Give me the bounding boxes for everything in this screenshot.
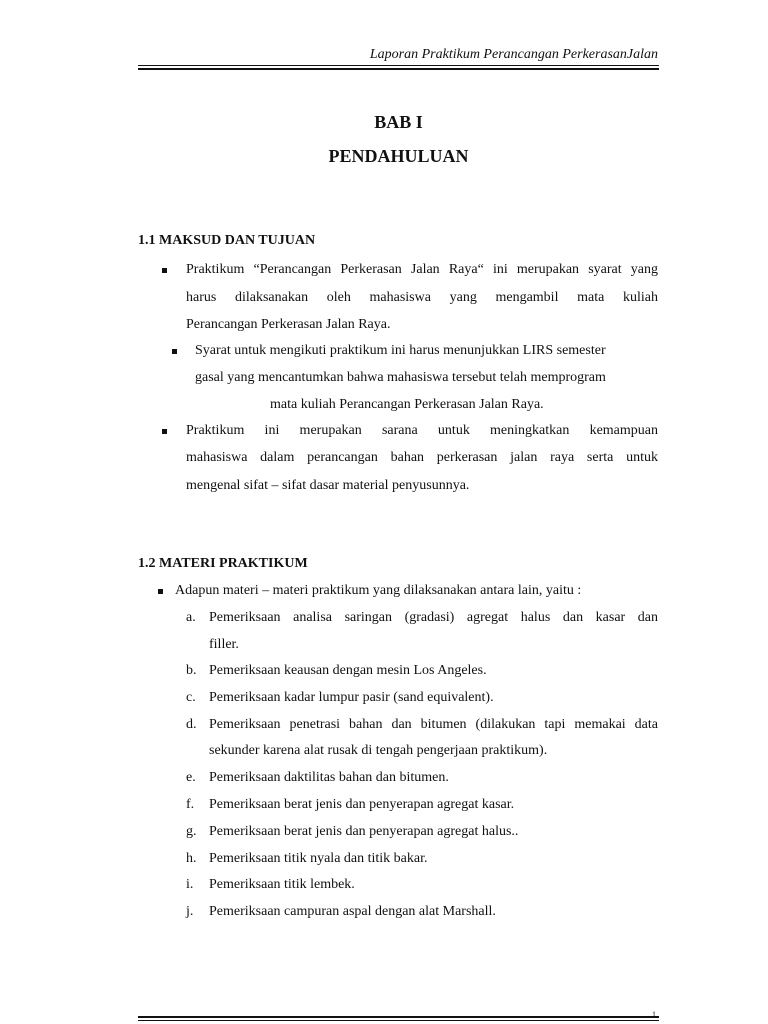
footer-rule-thin <box>138 1020 659 1021</box>
bullet-marker <box>162 429 167 434</box>
list-item-text: Pemeriksaan analisa saringan (gradasi) agregat halus dan kasar dan <box>209 610 658 625</box>
section-intro: Adapun materi – materi praktikum yang dilaksanakan antara lain, yaitu : <box>175 583 582 598</box>
chapter-title: PENDAHULUAN <box>328 146 469 166</box>
list-letter: f. <box>186 797 195 812</box>
list-item-text: Pemeriksaan daktilitas bahan dan bitumen. <box>209 770 449 785</box>
running-header: Laporan Praktikum Perancangan PerkerasanJalan <box>369 47 658 62</box>
list-letter: b. <box>186 663 197 678</box>
list-letter: e. <box>186 770 196 785</box>
page-number: 1 <box>652 1010 656 1019</box>
bullet-marker <box>172 349 177 354</box>
chapter-number: BAB I <box>374 112 423 132</box>
section-heading-1-2: 1.2 MATERI PRAKTIKUM <box>138 556 308 571</box>
list-item-text: Pemeriksaan penetrasi bahan dan bitumen (dilakukan tapi memakai data <box>209 717 658 732</box>
footer-rule-thick <box>138 1016 659 1018</box>
list-letter: a. <box>186 610 196 625</box>
list-item-text: Pemeriksaan keausan dengan mesin Los Angeles. <box>209 663 487 678</box>
paragraph-line: Syarat untuk mengikuti praktikum ini harus menunjukkan LIRS semester <box>195 343 606 358</box>
list-item-text: Pemeriksaan titik nyala dan titik bakar. <box>209 851 428 866</box>
list-item-text: Pemeriksaan berat jenis dan penyerapan agregat kasar. <box>209 797 515 812</box>
paragraph-line: mahasiswa dalam perancangan bahan perkerasan jalan raya serta untuk <box>186 450 658 465</box>
section-heading-1-1: 1.1 MAKSUD DAN TUJUAN <box>138 233 316 248</box>
list-letter: g. <box>186 824 197 839</box>
paragraph-line: mata kuliah Perancangan Perkerasan Jalan Raya. <box>270 397 544 412</box>
list-letter: d. <box>186 717 197 732</box>
list-letter: i. <box>186 877 194 892</box>
list-item-text: Pemeriksaan berat jenis dan penyerapan agregat halus.. <box>209 824 519 839</box>
list-item-text: Pemeriksaan kadar lumpur pasir (sand equivalent). <box>209 690 494 705</box>
paragraph-line: gasal yang mencantumkan bahwa mahasiswa tersebut telah memprogram <box>195 370 606 385</box>
list-item-text: Pemeriksaan campuran aspal dengan alat Marshall. <box>209 904 496 919</box>
bullet-marker <box>162 268 167 273</box>
paragraph-line: Praktikum ini merupakan sarana untuk meningkatkan kemampuan <box>186 423 658 438</box>
paragraph-line: harus dilaksanakan oleh mahasiswa yang mengambil mata kuliah <box>186 290 658 305</box>
paragraph-line: Praktikum “Perancangan Perkerasan Jalan Raya“ ini merupakan syarat yang <box>186 262 658 277</box>
list-item-text: sekunder karena alat rusak di tengah pengerjaan praktikum). <box>209 743 548 758</box>
paragraph-line: Perancangan Perkerasan Jalan Raya. <box>186 317 391 332</box>
bullet-marker <box>158 589 163 594</box>
header-rule-thick <box>138 68 659 70</box>
header-rule-thin <box>138 65 659 66</box>
paragraph-line: mengenal sifat – sifat dasar material penyusunnya. <box>186 478 470 493</box>
list-letter: j. <box>186 904 194 919</box>
list-letter: h. <box>186 851 197 866</box>
list-item-text: filler. <box>209 637 239 652</box>
list-letter: c. <box>186 690 196 705</box>
list-item-text: Pemeriksaan titik lembek. <box>209 877 355 892</box>
